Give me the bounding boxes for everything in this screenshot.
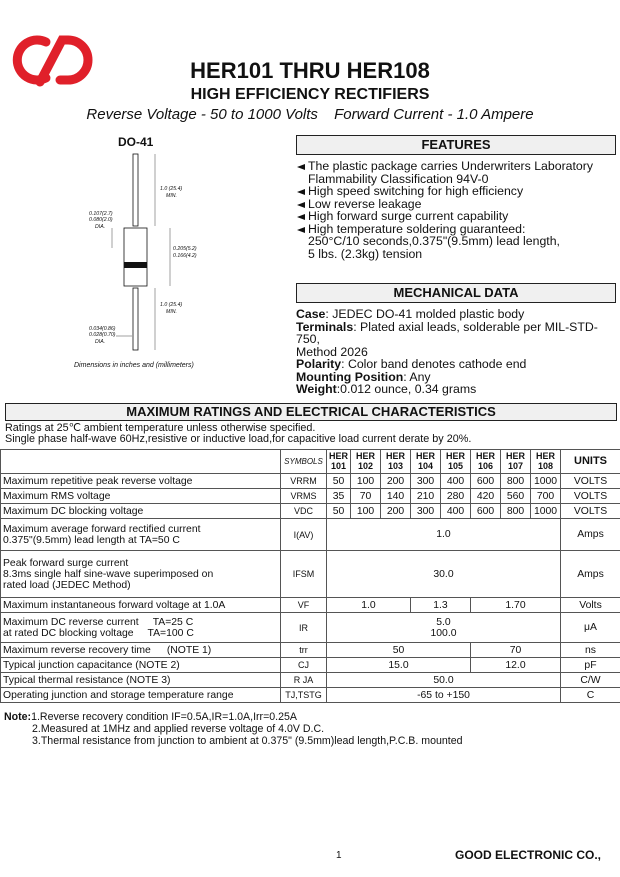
dim-lead-top: 1.0 (25.4) [160, 186, 183, 192]
terminals-label: Terminals [296, 319, 354, 334]
table-row: Maximum average forward rectified current 0.375"(9.5mm) lead length at TA=50 C I(AV) 1.0 Amps [1, 519, 620, 551]
ratings-heading: MAXIMUM RATINGS AND ELECTRICAL CHARACTERISTICS [5, 403, 617, 421]
dim-wire-a: 0.034(0.86) [89, 326, 116, 332]
dim-lead-bot: 1.0 (25.4) [160, 302, 183, 308]
dim-lead-dia-a: 0.107(2.7) [89, 211, 113, 217]
header-param-cell [1, 450, 281, 474]
package-name: DO-41 [118, 135, 154, 149]
dimensions-note: Dimensions in inches and (millimeters) [74, 362, 194, 369]
part-header: HER 102 [351, 450, 381, 474]
terminals-text-2: Method 2026 [296, 344, 368, 359]
ratings-note-1: Ratings at 25℃ ambient temperature unless otherwise specified. [5, 422, 316, 434]
dim-lead-bot-min: MIN. [166, 309, 177, 315]
feature-item-cont: 250°C/10 seconds,0.375"(9.5mm) lead length, [308, 234, 560, 248]
note-1: 1.Reverse recovery condition IF=0.5A,IR=1.0A,Irr=0.25A [31, 711, 297, 723]
table-row: Maximum repetitive peak reverse voltage VRRM 50 100 200 300 400 600 800 1000 VOLTS [1, 474, 620, 489]
table-row: Maximum reverse recovery time (NOTE 1) trr 50 70 ns [1, 643, 620, 658]
notes-label: Note: [4, 711, 32, 723]
case-text: : JEDEC DO-41 molded plastic body [325, 307, 525, 321]
package-outline-diagram [60, 148, 230, 358]
spec-voltage: Reverse Voltage - 50 to 1000 Volts [86, 106, 318, 123]
note-3: 3.Thermal resistance from junction to ambient at 0.375" (9.5mm)lead length,P.C.B. mounted [32, 735, 463, 747]
notes [4, 711, 462, 747]
table-header-row [1, 450, 620, 474]
table-row: Maximum DC reverse current TA=25 C at rated DC blocking voltage TA=100 C IR 5.0 100.0 μA [1, 613, 620, 643]
part-header: HER 106 [471, 450, 501, 474]
polarity-label: Polarity [296, 357, 342, 371]
features-heading: FEATURES [296, 135, 616, 155]
part-header: HER 104 [411, 450, 441, 474]
part-header: HER 101 [327, 450, 351, 474]
table-row: Typical junction capacitance (NOTE 2) CJ 15.0 12.0 pF [1, 658, 620, 673]
feature-item: Low reverse leakage [296, 198, 616, 211]
weight-text: :0.012 ounce, 0.34 grams [336, 382, 477, 396]
units-header: UNITS [561, 450, 620, 474]
table-row: Typical thermal resistance (NOTE 3) R JA 50.0 C/W [1, 673, 620, 688]
case-label: Case [296, 307, 326, 321]
company-name: GOOD ELECTRONIC CO., [455, 848, 602, 862]
mounting-text: : Any [403, 369, 431, 384]
dim-lead-dia-b: 0.080(2.0) [89, 217, 113, 223]
dim-lead-top-min: MIN. [166, 193, 177, 199]
ratings-conditions [5, 423, 471, 445]
spec-current: Forward Current - 1.0 Ampere [334, 106, 534, 123]
feature-item-cont: 5 lbs. (2.3kg) tension [308, 246, 423, 261]
feature-item: High forward surge current capability [296, 210, 616, 223]
part-header: HER 105 [441, 450, 471, 474]
mechanical-data [296, 308, 618, 396]
table-row: Operating junction and storage temperature range TJ,TSTG -65 to +150 C [1, 688, 620, 703]
dim-wire-label: DIA. [95, 339, 106, 345]
features-list [296, 160, 616, 260]
dim-body-a: 0.205(5.2) [173, 246, 197, 252]
feature-item: High temperature soldering guaranteed: [296, 223, 616, 236]
mechanical-heading: MECHANICAL DATA [296, 283, 616, 303]
symbols-header: SYMBOLS [281, 450, 327, 474]
feature-item: High speed switching for high efficiency [296, 185, 616, 198]
dim-wire-b: 0.028(0.70) [89, 332, 116, 338]
spec-line [0, 106, 620, 123]
feature-item: The plastic package carries Underwriters Laboratory [296, 160, 616, 173]
table-row: Maximum RMS voltage VRMS 35 70 140 210 280 420 560 700 VOLTS [1, 489, 620, 504]
table-row: Peak forward surge current 8.3ms single half sine-wave superimposed on rated load (JEDEC Method) IFSM 30.0 Amps [1, 551, 620, 598]
table-row: Maximum instantaneous forward voltage at 1.0A VF 1.0 1.3 1.70 Volts [1, 598, 620, 613]
table-row: Maximum DC blocking voltage VDC 50 100 200 300 400 600 800 1000 VOLTS [1, 504, 620, 519]
polarity-text: : Color band denotes cathode end [341, 357, 527, 371]
part-header: HER 108 [531, 450, 561, 474]
part-header: HER 107 [501, 450, 531, 474]
note-2: 2.Measured at 1MHz and applied reverse voltage of 4.0V D.C. [32, 723, 325, 735]
ratings-note-2: Single phase half-wave 60Hz,resistive or inductive load,for capacitive load current derate by 20%. [5, 433, 472, 445]
feature-item-cont: Flammability Classification 94V-0 [308, 171, 489, 186]
document-title: HER101 THRU HER108 [190, 58, 430, 83]
mounting-label: Mounting Position [296, 369, 404, 384]
part-header: HER 103 [381, 450, 411, 474]
document-subtitle: HIGH EFFICIENCY RECTIFIERS [190, 86, 430, 103]
dim-body-b: 0.166(4.2) [173, 253, 197, 259]
dim-lead-dia-label: DIA. [95, 224, 106, 230]
weight-label: Weight [296, 382, 337, 396]
ratings-table [0, 449, 620, 703]
page-number: 1 [336, 850, 342, 861]
terminals-text: : Plated axial leads, solderable per MIL-STD-750, [296, 319, 598, 346]
